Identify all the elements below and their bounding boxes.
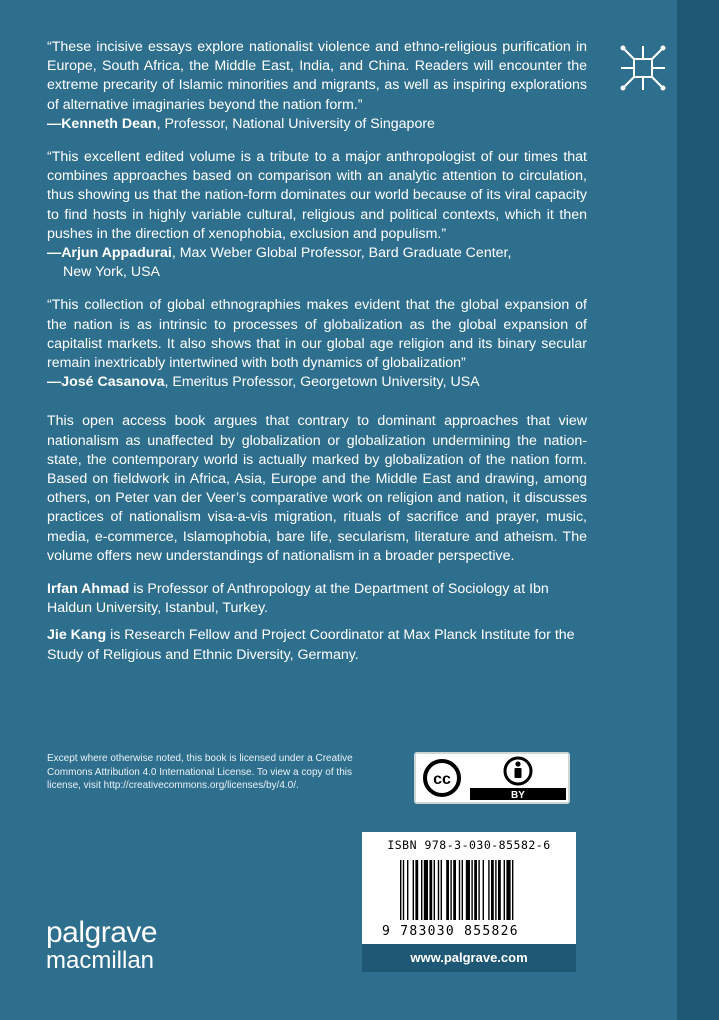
- quote-text: “This excellent edited volume is a tribute to a major anthropologist of our times that combines approaches based on comparison with an analytic attention to circulation, thus showing us that the nation-form dominates our world because of its viral capacity to find hosts in highly variable cultural, religious and political contexts, which it then pushes in the direction of xenophobia, exclusion and populism.”: [47, 149, 587, 242]
- barcode-bar: [506, 860, 510, 920]
- barcode-bar: [478, 860, 479, 920]
- barcode-bar: [491, 860, 494, 920]
- barcode-bar: [403, 860, 404, 920]
- publisher-name-line2: macmillan: [46, 947, 155, 974]
- author-bio-text: is Professor of Anthropology at the Department of Sociology at Ibn Haldun University, Istanbul, Turkey.: [47, 581, 549, 617]
- barcode-bar: [462, 860, 463, 920]
- ean-digits: 9 783030 855826: [382, 924, 519, 939]
- barcode-bar: [434, 860, 435, 920]
- quote-affiliation: , Max Weber Global Professor, Bard Graduate Center,: [171, 245, 512, 262]
- barcode-bar: [495, 860, 496, 920]
- barcode-bar: [504, 860, 505, 920]
- barcode-bar: [415, 860, 418, 920]
- barcode-bar: [483, 860, 484, 920]
- spine: [677, 0, 719, 1020]
- back-cover-text: [47, 38, 587, 673]
- quote-affiliation: , Emeritus Professor, Georgetown University, USA: [164, 374, 480, 391]
- barcode-bar: [488, 860, 489, 920]
- barcode-bar: [438, 860, 439, 920]
- cc-by-badge: [414, 752, 570, 804]
- barcode-bar: [466, 860, 470, 920]
- barcode-bar: [471, 860, 472, 920]
- quote-text: “These incisive essays explore nationalist violence and ethno-religious purification in Europe, South Africa, the Middle East, India, and China. Readers will encounter the extreme precarity of Islamic minorities and migrants, as well as inspiring explorations of alternative imaginaries beyond the nation form.”: [47, 39, 587, 113]
- author-name: Jie Kang: [47, 627, 107, 644]
- author-bio-text: is Research Fellow and Project Coordinator at Max Planck Institute for the Study of Religious and Ethnic Diversity, Germany.: [47, 627, 575, 663]
- author-bio: [47, 626, 587, 664]
- barcode-bar: [512, 860, 513, 920]
- quote-author: —Arjun Appadurai: [47, 245, 172, 262]
- publisher-logo: [46, 918, 157, 974]
- quote-text: “This collection of global ethnographies makes evident that the global expansion of the nation is as intrinsic to processes of globalization as the global expansion of capitalist markets. It also shows that in our global age religion and its binary secular remain inextricably intertwined with both dynamics of globalization”: [47, 297, 587, 372]
- barcode-bar: [498, 860, 501, 920]
- quote-attribution: [47, 373, 587, 392]
- by-label: BY: [511, 790, 525, 801]
- barcode-bars: [400, 860, 560, 926]
- book-abstract: This open access book argues that contrary to dominant approaches that view nationalism as unaffected by globalization or globalization undermining the nation-state, the contemporary world is actually marked by globalization of the nation form. Based on fieldwork in Africa, Asia, Europe and the Middle East and drawing, among others, on Peter van der Veer’s comparative work on religion and nation, it discusses practices of nationalism visa-a-vis migration, rituals of sacrifice and prayer, music, media, e-commerce, Islamophobia, bare life, secularism, literature and atheism. The volume offers new understandings of nationalism in a broader perspective.: [47, 413, 587, 564]
- barcode-bar: [400, 860, 401, 920]
- quote-attribution: [47, 244, 587, 282]
- quote-affiliation: , Professor, National University of Singapore: [156, 115, 435, 132]
- quote-attribution: [47, 115, 587, 134]
- barcode-bar: [459, 860, 460, 920]
- barcode-bar: [429, 860, 432, 920]
- barcode-bar: [424, 860, 428, 920]
- barcode-bar: [453, 860, 456, 920]
- isbn-text: ISBN 978-3-030-85582-6: [387, 838, 551, 852]
- endorsement-quote: [47, 148, 587, 282]
- palgrave-logo-mark-icon: [617, 42, 669, 94]
- barcode-bar: [441, 860, 442, 920]
- barcode-bar: [450, 860, 451, 920]
- barcode-bar: [446, 860, 449, 920]
- barcode-bar: [421, 860, 422, 920]
- publisher-url[interactable]: www.palgrave.com: [362, 944, 576, 972]
- license-notice: Except where otherwise noted, this book is licensed under a Creative Commons Attribution 4.0 International License. To view a copy of this license, visit http://creativecommons.org/licenses/by/4.0/.: [47, 753, 353, 791]
- quote-author: —José Casanova: [47, 374, 165, 391]
- endorsement-quote: [47, 38, 587, 134]
- author-bio: [47, 580, 587, 618]
- barcode-bar: [407, 860, 408, 920]
- barcode-bar: [413, 860, 414, 920]
- cc-by-icon: [416, 754, 568, 802]
- barcode-bar: [474, 860, 477, 920]
- author-name: Irfan Ahmad: [47, 581, 130, 598]
- cc-label: cc: [433, 771, 451, 788]
- quote-author: —Kenneth Dean: [47, 115, 157, 132]
- publisher-name-line1: palgrave: [46, 916, 158, 949]
- quote-affiliation-continued: New York, USA: [63, 264, 160, 281]
- endorsement-quote: [47, 296, 587, 392]
